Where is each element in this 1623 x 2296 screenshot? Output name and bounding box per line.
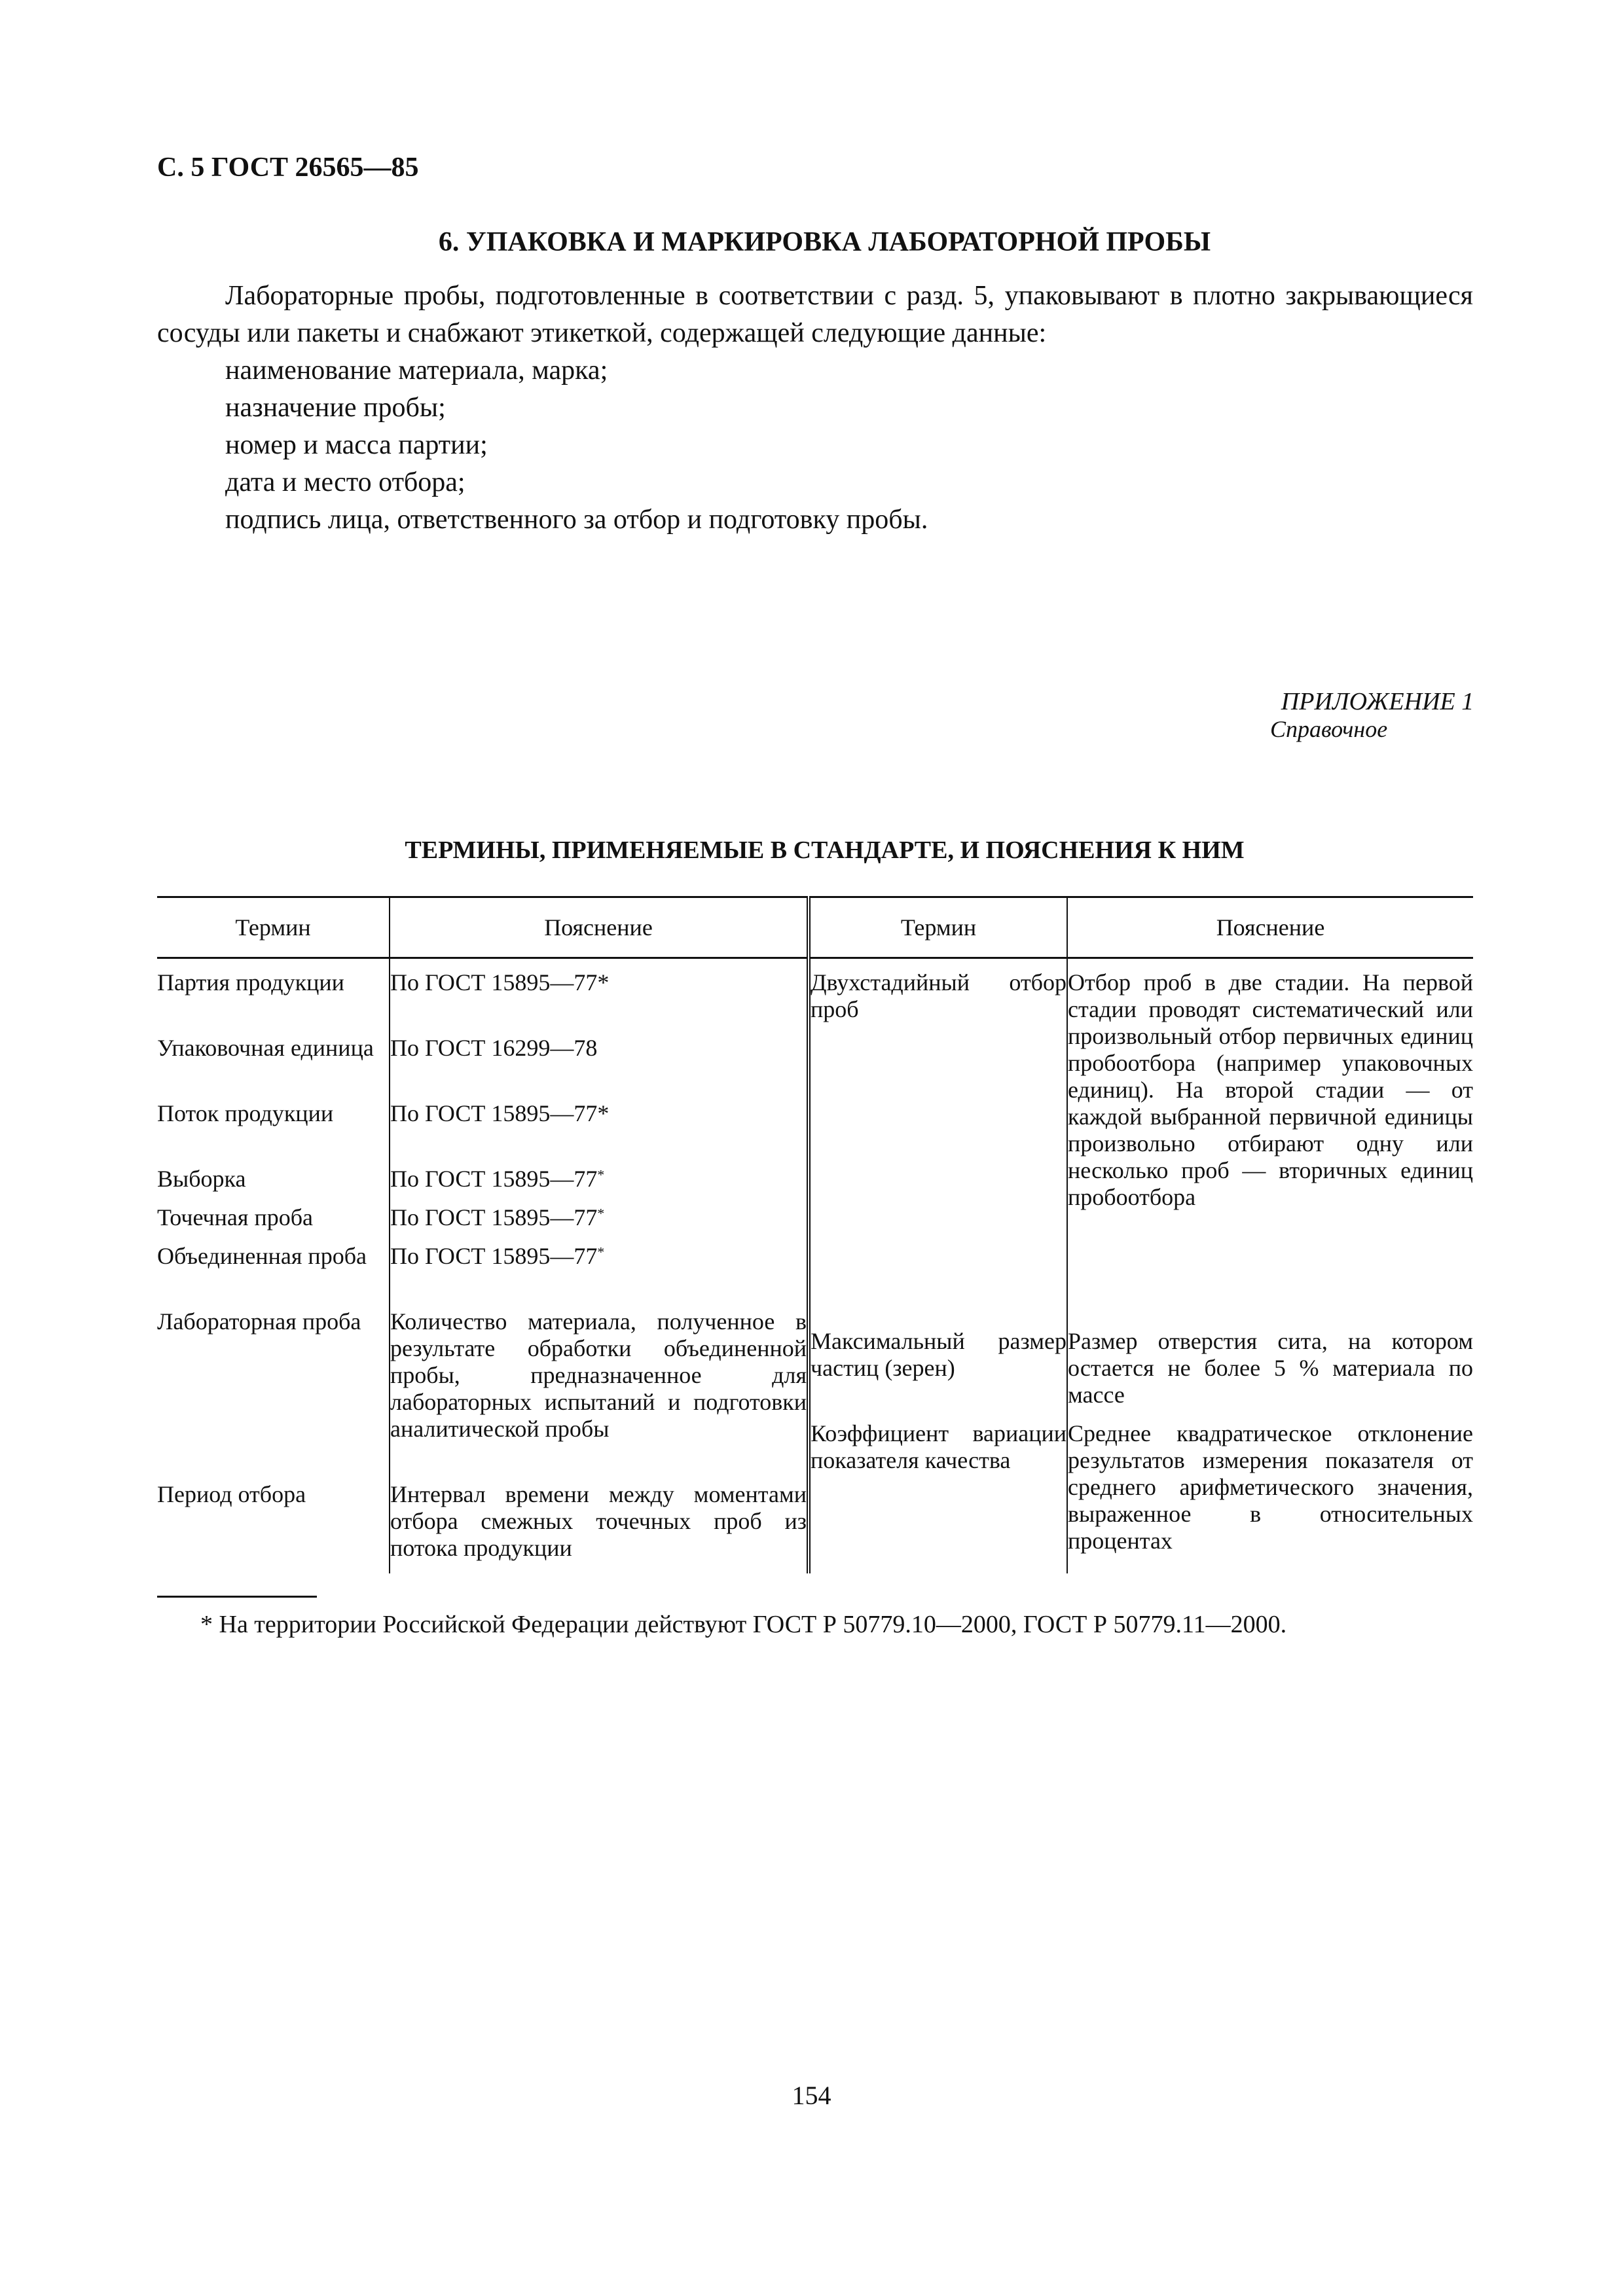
explanation-text: По ГОСТ 15895—77*: [390, 969, 610, 996]
footnote-mark: *: [597, 1206, 605, 1221]
term-text: Точечная проба: [157, 1204, 314, 1230]
page-number: 154: [792, 2081, 831, 2110]
term-text: Выборка: [157, 1166, 246, 1192]
explanation-text: Отбор проб в две стадии. На первой стадии проводят систематический или произвольный отбор первичных единиц пробоотбора (например упаковочных единиц). На второй стадии — от каждой выбранной первичной единицы произвольно отбирают одну или несколько проб — вторичных единиц пробоотбора: [1068, 969, 1473, 1210]
explanation-cell: [390, 1100, 807, 1154]
explanation-cell: [390, 1243, 807, 1297]
footnote-mark: *: [597, 1167, 605, 1183]
explanation-cell: [390, 1308, 807, 1469]
term-text: Период отбора: [157, 1481, 306, 1507]
explanation-text: Количество материала, полученное в результате обработки объединенной пробы, предназначенное для лабораторных испытаний и подготовки аналитической пробы: [390, 1308, 807, 1442]
section-title: 6. УПАКОВКА И МАРКИРОВКА ЛАБОРАТОРНОЙ ПРОБЫ: [438, 227, 1211, 257]
explanation-text: По ГОСТ 16299—78: [390, 1035, 598, 1061]
term-text: Партия продукции: [157, 969, 344, 996]
list-item: дата и место отбора;: [225, 467, 465, 497]
table-title: ТЕРМИНЫ, ПРИМЕНЯЕМЫЕ В СТАНДАРТЕ, И ПОЯСНЕНИЯ К НИМ: [405, 836, 1245, 864]
column-header: Термин: [809, 897, 1067, 958]
explanation-text: Среднее квадратическое отклонение результатов измерения показателя от среднего арифметического значения, выраженное в относительных процентах: [1068, 1420, 1473, 1554]
column-header: Пояснение: [390, 897, 809, 958]
footnote-mark: *: [597, 1244, 605, 1260]
appendix-number: ПРИЛОЖЕНИЕ 1: [1281, 688, 1474, 715]
table-row: [157, 958, 1473, 1574]
term-text: Объединенная проба: [157, 1243, 367, 1269]
right-explanations-column: [1067, 958, 1473, 1574]
footnote: * На территории Российской Федерации действуют ГОСТ Р 50779.10—2000, ГОСТ Р 50779.11—2000.: [200, 1611, 1287, 1638]
term-cell: [811, 969, 1067, 1316]
label-data-list: [157, 352, 1473, 539]
term-cell: [157, 1481, 389, 1562]
term-cell: [157, 1243, 389, 1297]
explanation-cell: [390, 969, 807, 1023]
explanation-cell: [1068, 1328, 1473, 1408]
term-cell: [811, 1328, 1067, 1408]
term-cell: [157, 1308, 389, 1469]
explanation-cell: [390, 1481, 807, 1562]
term-cell: [811, 1420, 1067, 1501]
term-text: Коэффициент вариации показателя качества: [811, 1420, 1067, 1473]
appendix-type: Справочное: [1270, 716, 1388, 742]
term-cell: [157, 1204, 389, 1231]
explanation-cell: [1068, 1420, 1473, 1554]
section-intro: Лабораторные пробы, подготовленные в соответствии с разд. 5, упаковывают в плотно закрывающиеся сосуды или пакеты и снабжают этикеткой, содержащей следующие данные:: [157, 281, 1473, 348]
left-terms-column: [157, 958, 390, 1574]
explanation-cell: [390, 1166, 807, 1193]
explanation-text: По ГОСТ 15895—77: [390, 1204, 598, 1230]
explanation-text: Интервал времени между моментами отбора смежных точечных проб из потока продукции: [390, 1481, 807, 1561]
table-header-row: [157, 897, 1473, 958]
term-cell: [157, 969, 389, 1023]
explanation-text: Размер отверстия сита, на котором остается не более 5 % материала по массе: [1068, 1328, 1473, 1408]
term-text: Поток продукции: [157, 1100, 334, 1126]
footnote-divider: [157, 1596, 317, 1598]
explanation-text: По ГОСТ 15895—77: [390, 1243, 598, 1269]
section-body: [157, 278, 1473, 539]
term-text: Упаковочная единица: [157, 1035, 374, 1061]
terms-table: [157, 896, 1473, 1573]
list-item: назначение пробы;: [225, 393, 446, 423]
term-text: Максимальный размер частиц (зерен): [811, 1328, 1067, 1381]
page-header: С. 5 ГОСТ 26565—85: [157, 152, 419, 183]
right-terms-column: [809, 958, 1067, 1574]
term-cell: [157, 1035, 389, 1088]
column-header: Термин: [157, 897, 390, 958]
term-cell: [157, 1166, 389, 1193]
appendix-label: [1270, 688, 1474, 743]
explanation-text: По ГОСТ 15895—77: [390, 1166, 598, 1192]
term-cell: [157, 1100, 389, 1154]
column-header: Пояснение: [1067, 897, 1473, 958]
term-text: Двухстадийный отбор проб: [811, 969, 1067, 1022]
list-item: номер и масса партии;: [225, 430, 488, 460]
explanation-cell: [390, 1035, 807, 1088]
explanation-cell: [390, 1204, 807, 1231]
explanation-text: По ГОСТ 15895—77*: [390, 1100, 610, 1126]
list-item: наименование материала, марка;: [225, 355, 608, 386]
left-explanations-column: [390, 958, 809, 1574]
list-item: подпись лица, ответственного за отбор и подготовку пробы.: [225, 505, 928, 535]
term-text: Лабораторная проба: [157, 1308, 361, 1335]
explanation-cell: [1068, 969, 1473, 1316]
